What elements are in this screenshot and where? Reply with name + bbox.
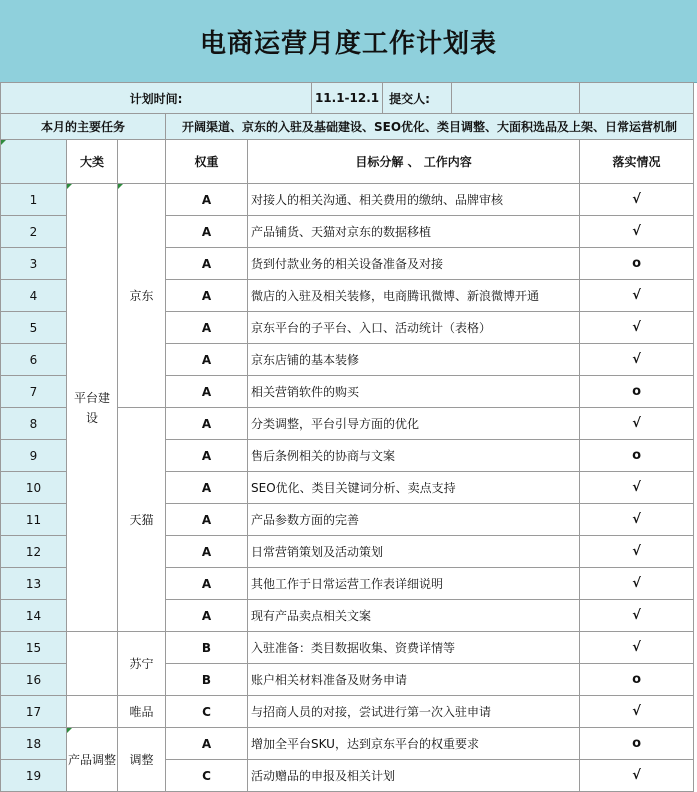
task-cell: 现有产品卖点相关文案 bbox=[248, 600, 580, 632]
status-cell: √ bbox=[580, 184, 694, 216]
main-task-row bbox=[1, 114, 694, 140]
category-empty-cell bbox=[67, 696, 118, 728]
status-cell: √ bbox=[580, 344, 694, 376]
weight-cell: A bbox=[166, 536, 248, 568]
weight-cell: A bbox=[166, 376, 248, 408]
weight-cell: B bbox=[166, 632, 248, 664]
weight-cell: A bbox=[166, 440, 248, 472]
task-cell: 活动赠品的申报及相关计划 bbox=[248, 760, 580, 792]
group-product bbox=[67, 728, 118, 792]
table-row bbox=[1, 728, 694, 760]
row-number: 8 bbox=[1, 408, 67, 440]
status-cell: √ bbox=[580, 600, 694, 632]
row-number: 1 bbox=[1, 184, 67, 216]
row-number: 17 bbox=[1, 696, 67, 728]
col-subcategory bbox=[118, 140, 166, 184]
row-number: 16 bbox=[1, 664, 67, 696]
weight-cell: A bbox=[166, 472, 248, 504]
row-number: 15 bbox=[1, 632, 67, 664]
weight-cell: C bbox=[166, 696, 248, 728]
task-cell: 相关营销软件的购买 bbox=[248, 376, 580, 408]
weight-cell: A bbox=[166, 568, 248, 600]
sheet-title: 电商运营月度工作计划表 bbox=[0, 0, 697, 83]
corner-cell bbox=[1, 140, 67, 184]
subgroup-tmall: 天猫 bbox=[118, 408, 166, 632]
info-row bbox=[1, 83, 694, 114]
table-row bbox=[1, 696, 694, 728]
submitter-label: 提交人: bbox=[389, 91, 430, 106]
task-cell: 其他工作于日常运营工作表详细说明 bbox=[248, 568, 580, 600]
plan-time-label: 计划时间: bbox=[1, 83, 312, 114]
weight-cell: A bbox=[166, 600, 248, 632]
plan-table bbox=[0, 82, 694, 792]
status-cell: √ bbox=[580, 280, 694, 312]
row-number: 14 bbox=[1, 600, 67, 632]
task-cell: 增加全平台SKU，达到京东平台的权重要求 bbox=[248, 728, 580, 760]
row-number: 9 bbox=[1, 440, 67, 472]
column-header-row bbox=[1, 140, 694, 184]
task-cell: 产品参数方面的完善 bbox=[248, 504, 580, 536]
weight-cell: A bbox=[166, 216, 248, 248]
task-cell: 账户相关材料准备及财务申请 bbox=[248, 664, 580, 696]
weight-cell: A bbox=[166, 344, 248, 376]
status-cell: o bbox=[580, 376, 694, 408]
task-cell: 日常营销策划及活动策划 bbox=[248, 536, 580, 568]
row-number: 12 bbox=[1, 536, 67, 568]
row-number: 13 bbox=[1, 568, 67, 600]
group-product-label: 产品调整 bbox=[67, 753, 116, 767]
main-task-value: 开阔渠道、京东的入驻及基础建设、SEO优化、类目调整、大面积选品及上架、日常运营机制 bbox=[166, 114, 694, 140]
weight-cell: B bbox=[166, 664, 248, 696]
status-cell: o bbox=[580, 440, 694, 472]
group-platform: 平台建设 bbox=[67, 184, 118, 632]
row-number: 5 bbox=[1, 312, 67, 344]
row-number: 4 bbox=[1, 280, 67, 312]
weight-cell: A bbox=[166, 280, 248, 312]
status-cell: √ bbox=[580, 216, 694, 248]
status-cell: √ bbox=[580, 632, 694, 664]
row-number: 19 bbox=[1, 760, 67, 792]
weight-cell: A bbox=[166, 504, 248, 536]
task-cell: 产品铺货、天猫对京东的数据移植 bbox=[248, 216, 580, 248]
task-cell: 与招商人员的对接，尝试进行第一次入驻申请 bbox=[248, 696, 580, 728]
status-cell: √ bbox=[580, 760, 694, 792]
task-cell: 售后条例相关的协商与文案 bbox=[248, 440, 580, 472]
status-cell: √ bbox=[580, 504, 694, 536]
status-cell: o bbox=[580, 664, 694, 696]
weight-cell: A bbox=[166, 408, 248, 440]
task-cell: 京东平台的子平台、入口、活动统计（表格） bbox=[248, 312, 580, 344]
category-empty-cell bbox=[67, 632, 118, 696]
row-number: 7 bbox=[1, 376, 67, 408]
status-cell: √ bbox=[580, 536, 694, 568]
row-number: 6 bbox=[1, 344, 67, 376]
subgroup-adjust: 调整 bbox=[118, 728, 166, 792]
info-empty-cell[interactable] bbox=[580, 83, 694, 114]
col-status: 落实情况 bbox=[580, 140, 694, 184]
col-category: 大类 bbox=[67, 140, 118, 184]
subgroup-suning: 苏宁 bbox=[118, 632, 166, 696]
table-row bbox=[1, 184, 694, 216]
weight-cell: A bbox=[166, 248, 248, 280]
row-number: 11 bbox=[1, 504, 67, 536]
task-cell: 京东店铺的基本装修 bbox=[248, 344, 580, 376]
table-row bbox=[1, 632, 694, 664]
col-weight: 权重 bbox=[166, 140, 248, 184]
weight-cell: C bbox=[166, 760, 248, 792]
weight-cell: A bbox=[166, 312, 248, 344]
subgroup-vip: 唯品 bbox=[118, 696, 166, 728]
weight-cell: A bbox=[166, 184, 248, 216]
task-cell: 入驻准备：类目数据收集、资费详情等 bbox=[248, 632, 580, 664]
task-cell: 货到付款业务的相关设备准备及对接 bbox=[248, 248, 580, 280]
plan-time-value: 11.1-12.1 bbox=[312, 83, 383, 113]
weight-cell: A bbox=[166, 728, 248, 760]
status-cell: o bbox=[580, 728, 694, 760]
task-cell: 分类调整，平台引导方面的优化 bbox=[248, 408, 580, 440]
row-number: 18 bbox=[1, 728, 67, 760]
submitter-value[interactable] bbox=[452, 83, 580, 114]
task-cell: 对接人的相关沟通、相关费用的缴纳、品牌审核 bbox=[248, 184, 580, 216]
row-number: 10 bbox=[1, 472, 67, 504]
main-task-label: 本月的主要任务 bbox=[1, 114, 166, 140]
status-cell: √ bbox=[580, 696, 694, 728]
status-cell: √ bbox=[580, 312, 694, 344]
row-number: 3 bbox=[1, 248, 67, 280]
status-cell: √ bbox=[580, 568, 694, 600]
task-cell: 微店的入驻及相关装修，电商腾讯微博、新浪微博开通 bbox=[248, 280, 580, 312]
task-cell: SEO优化、类目关键词分析、卖点支持 bbox=[248, 472, 580, 504]
row-number: 2 bbox=[1, 216, 67, 248]
status-cell: o bbox=[580, 248, 694, 280]
col-target: 目标分解 、 工作内容 bbox=[248, 140, 580, 184]
subgroup-jd: 京东 bbox=[118, 184, 166, 408]
status-cell: √ bbox=[580, 408, 694, 440]
status-cell: √ bbox=[580, 472, 694, 504]
